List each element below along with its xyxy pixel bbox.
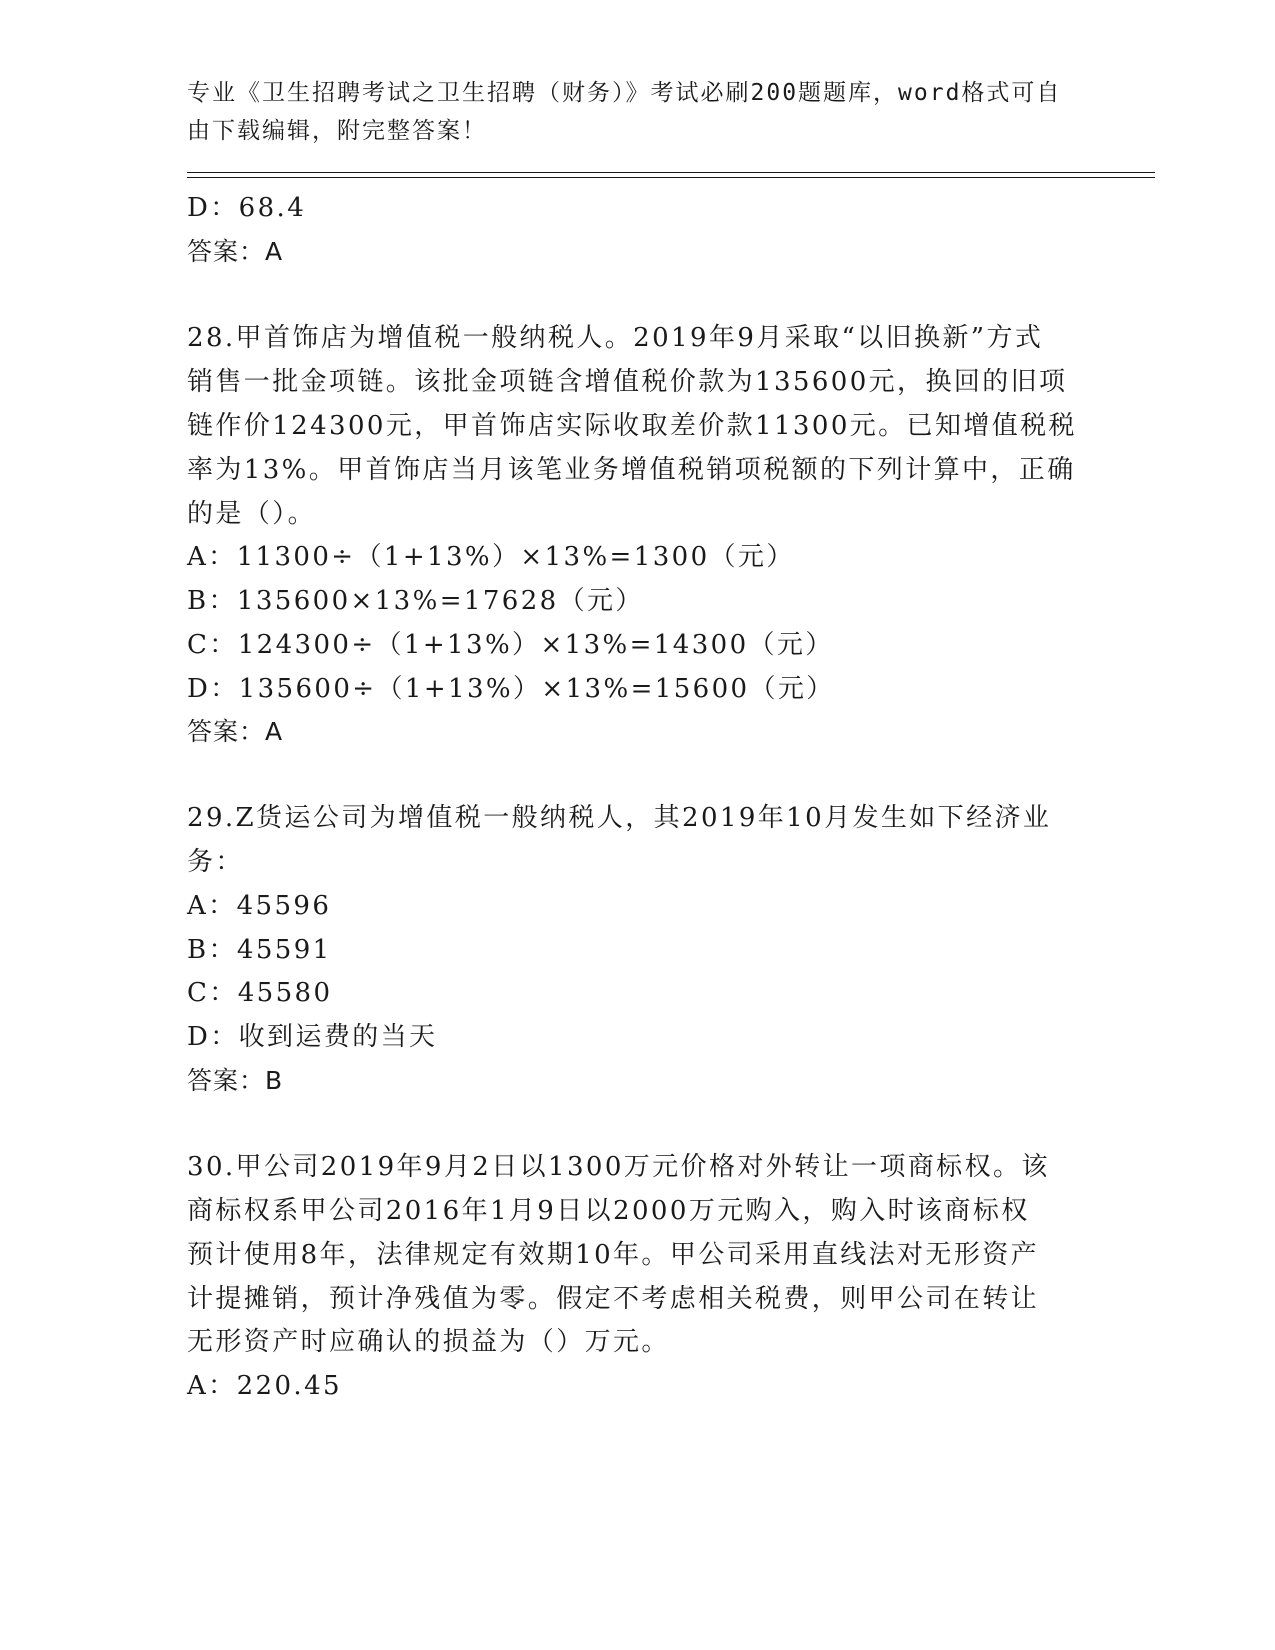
header-rule-bottom (187, 177, 1155, 178)
q30-stem-line: 商标权系甲公司2016年1月9日以2000万元购入，购入时该商标权 (187, 1196, 1030, 1226)
q29-stem-line: 务： (187, 847, 244, 877)
header-line-1: 专业《卫生招聘考试之卫生招聘（财务）》考试必刷200题题库，word格式可自 (187, 80, 1062, 106)
q29-option-a: A：45596 (187, 891, 332, 921)
q29-option-b: B：45591 (187, 935, 332, 965)
q28-answer: 答案：A (187, 717, 284, 746)
q27-option-d: D：68.4 (187, 193, 307, 223)
q30-stem-line: 预计使用8年，法律规定有效期10年。甲公司采用直线法对无形资产 (187, 1240, 1040, 1270)
q27-answer: 答案：A (187, 237, 284, 266)
q29-option-d: D：收到运费的当天 (187, 1022, 438, 1052)
q30-stem-line: 计提摊销，预计净残值为零。假定不考虑相关税费，则甲公司在转让 (187, 1284, 1040, 1314)
q28-stem-line: 28.甲首饰店为增值税一般纳税人。2019年9月采取“以旧换新”方式 (187, 323, 1044, 353)
header-line-2: 由下载编辑，附完整答案！ (187, 118, 487, 144)
q30-stem-line: 30.甲公司2019年9月2日以1300万元价格对外转让一项商标权。该 (187, 1152, 1050, 1182)
q29-answer: 答案：B (187, 1066, 284, 1095)
q29-stem-line: 29.Z货运公司为增值税一般纳税人，其2019年10月发生如下经济业 (187, 803, 1052, 833)
q28-stem-line: 率为13%。甲首饰店当月该笔业务增值税销项税额的下列计算中，正确 (187, 455, 1076, 485)
q28-option-c: C：124300÷（1+13%）×13%=14300（元） (187, 630, 834, 660)
q28-option-b: B：135600×13%=17628（元） (187, 586, 644, 616)
q28-option-a: A：11300÷（1+13%）×13%=1300（元） (187, 542, 795, 572)
q28-stem-line: 的是（）。 (187, 499, 317, 529)
q30-option-a: A：220.45 (187, 1371, 342, 1401)
q28-stem-line: 销售一批金项链。该批金项链含增值税价款为135600元，换回的旧项 (187, 367, 1068, 397)
page-header (187, 74, 1087, 150)
q28-option-d: D：135600÷（1+13%）×13%=15600（元） (187, 674, 835, 704)
q29-option-c: C：45580 (187, 978, 333, 1008)
q30-stem-line: 无形资产时应确认的损益为（）万元。 (187, 1327, 670, 1357)
header-rule-top (187, 172, 1155, 173)
q28-stem-line: 链作价124300元，甲首饰店实际收取差价款11300元。已知增值税税 (187, 411, 1077, 441)
